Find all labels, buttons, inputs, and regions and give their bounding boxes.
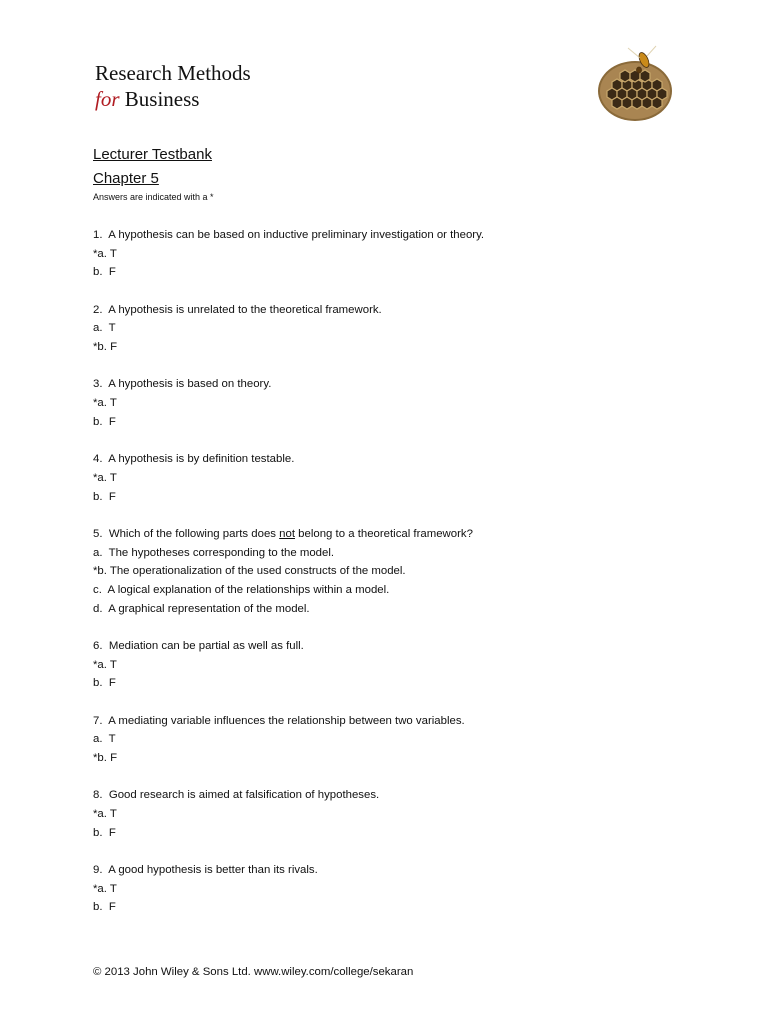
question-5 [93,525,693,619]
brand-for: for [95,87,120,111]
question-stem: 9. A good hypothesis is better than its rivals. [93,864,318,877]
stem-emphasis: not [279,527,295,540]
answer-option: *b. The operationalization of the used constructs of the model. [93,565,406,578]
answer-option: *b. F [93,341,118,354]
question-2 [93,301,693,357]
brand-title [95,60,251,112]
answer-option: a. T [93,322,116,335]
answer-option: *a. T [93,882,117,895]
question-4 [93,450,693,506]
answer-option: *b. F [93,752,118,765]
answer-option: b. F [93,415,116,428]
answer-note: Answers are indicated with a * [93,192,214,202]
brand-line-2 [95,86,251,112]
answer-option: *a. T [93,397,117,410]
question-9 [93,861,693,917]
brand-line-1: Research Methods [95,61,251,85]
question-stem [93,525,693,544]
answer-option: b. F [93,490,116,503]
answer-option: *a. T [93,247,117,260]
document-title: Lecturer Testbank [93,146,212,163]
question-3 [93,375,693,431]
answer-option: d. A graphical representation of the model. [93,602,310,615]
answer-option: a. T [93,733,116,746]
question-1 [93,226,693,282]
question-stem: 7. A mediating variable influences the relationship between two variables. [93,714,465,727]
question-stem: 2. A hypothesis is unrelated to the theoretical framework. [93,303,382,316]
copyright-footer: © 2013 John Wiley & Sons Ltd. www.wiley.com/college/sekaran [93,966,414,978]
stem-after: belong to a theoretical framework? [295,527,473,540]
answer-option: b. F [93,677,116,690]
question-7 [93,712,693,768]
answer-option: b. F [93,901,116,914]
answer-option: b. F [93,266,116,279]
answer-option: c. A logical explanation of the relationships within a model. [93,583,390,596]
question-8 [93,786,693,842]
brand-business: Business [119,87,200,111]
chapter-heading: Chapter 5 [93,170,159,187]
answer-option: *a. T [93,658,117,671]
answer-option: *a. T [93,471,117,484]
answer-option: *a. T [93,808,117,821]
question-stem: 1. A hypothesis can be based on inductive preliminary investigation or theory. [93,229,485,241]
question-stem: 4. A hypothesis is by definition testable. [93,453,295,466]
question-stem: 6. Mediation can be partial as well as full. [93,639,304,652]
stem-before: 5. Which of the following parts does [93,527,280,540]
wasp-nest-icon [592,42,678,128]
question-stem: 3. A hypothesis is based on theory. [93,378,272,391]
question-stem: 8. Good research is aimed at falsification of hypotheses. [93,789,380,802]
question-6 [93,637,693,693]
question-list [93,226,693,936]
answer-option: b. F [93,826,116,839]
answer-option: a. The hypotheses corresponding to the model. [93,546,335,559]
